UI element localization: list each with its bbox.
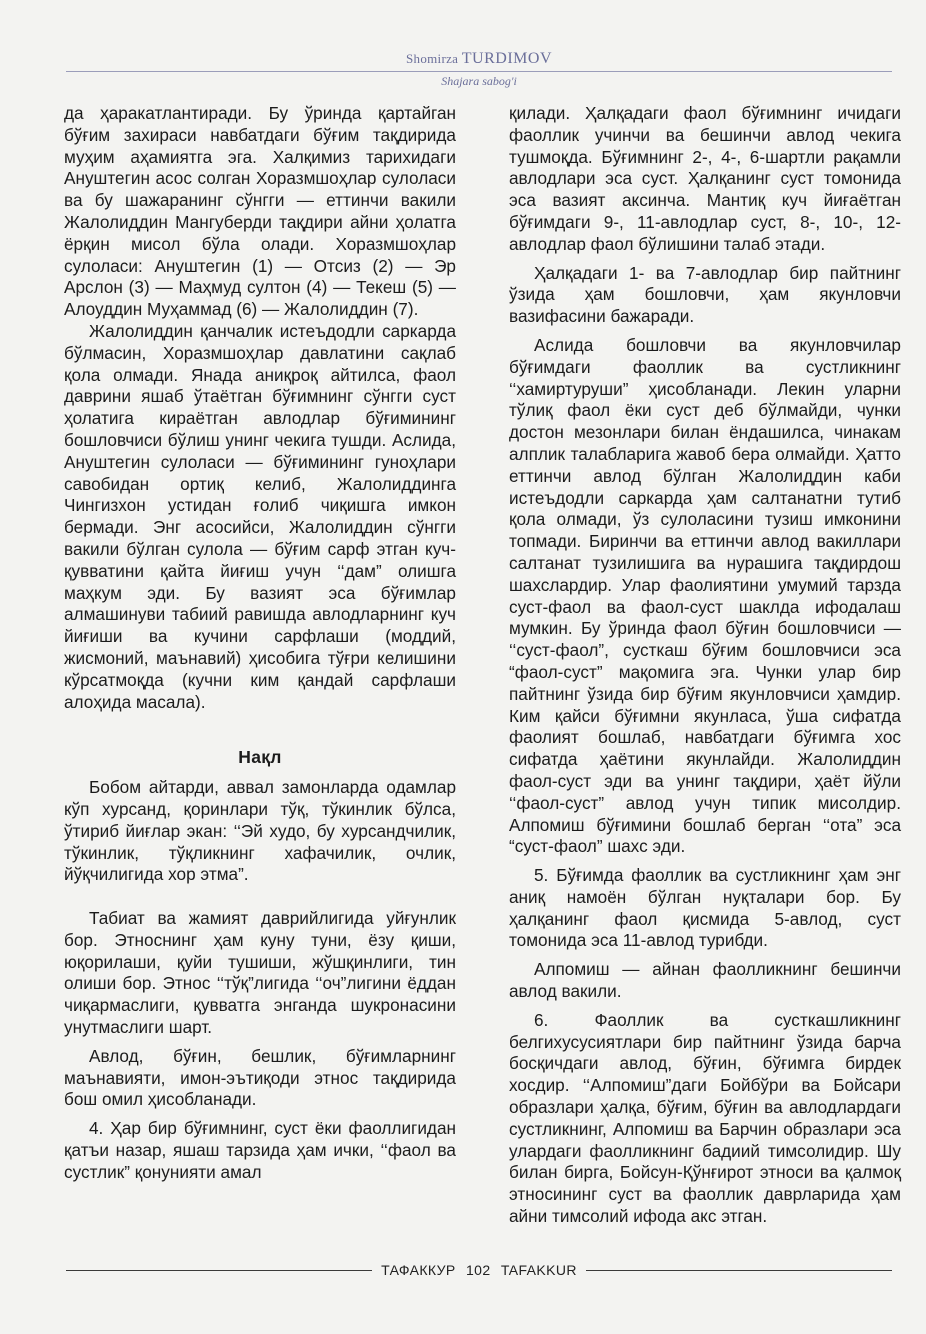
- header-rule: [66, 71, 892, 72]
- paragraph: Аслида бошловчи ва якунловчилар бўғимдаги фаоллик ва сустликнинг ‘‘хамиртуруши” ҳисобланади. Лекин уларни тўлиқ фаол ёки суст деб бўлмайди, чунки достон мезонлари билан ёндашилса, чинакам алплик талабларига жавоб бера олмайди. Ҳатто еттинчи авлод бўлган Жалолиддин каби истеъдодли саркарда ҳам салтанатни тутиб қола олмади, ўз сулоласини тузиш имконини топмади. Биринчи ва еттинчи авлод вакиллари салтанат тузилишига ва нурашига тақдирдош шахслардир. Улар фаолиятини умумий тарзда суст-фаол ва фаол-суст шаклда ифодалаш мумкин. Бу ўринда фаол бўғин бошловчиси — ‘‘суст-фаол”, сусткаш бўғим бошловчиси эса “фаол-суст” мақомига эга. Чунки улар бир пайтнинг ўзида бир бўғим якунловчиси ҳамдир. Ким қайси бўғимни якунласа, ўша сифатда фаолият бошлаб, навбатдаги бўғимга хос сифатда ҳаётини якунлайди. Жалолиддин фаол-суст эди ва унинг тақдири, ҳаёт йўли ‘‘фаол-суст” авлод учун типик мисолдир. Алпомиш бўғимини бошлаб берган ‘‘ота” эса “суст-фаол” шахс эди.: [509, 334, 901, 857]
- left-column: [64, 103, 456, 1184]
- author-first-name: Shomirza: [405, 51, 459, 66]
- page-footer: [66, 1262, 892, 1278]
- paragraph: Авлод, бўғин, бешлик, бўғимларнинг маънавияти, имон-эътиқоди этнос тақдирида бош омил ҳисобланади.: [64, 1045, 456, 1110]
- paragraph: қилади. Ҳалқадаги фаол бўғимнинг ичидаги фаоллик учинчи ва бешинчи авлод чекига тушмоқда. Бўғимнинг 2-, 4-, 6-шартли рақамли авлодлари эса суст. Ҳалқанинг суст томонида эса вазият аксинча. Мантиқ куч йиғаётган бўғимдаги 9-, 11-авлодлар суст, 8-, 10-, 12-авлодлар фаол бўлишини талаб этади.: [509, 103, 901, 254]
- paragraph: Алпомиш — айнан фаолликнинг бешинчи авлод вакили.: [509, 959, 901, 1002]
- paragraph: 5. Бўғимда фаоллик ва сустликнинг ҳам энг аниқ намоён бўлган нуқталари бор. Бу ҳалқанинг фаол қисмида 5-авлод, суст томонида эса 11-авлод турибди.: [509, 865, 901, 951]
- paragraph: Жалолиддин қанчалик истеъдодли саркарда бўлмасин, Хоразмшоҳлар давлатини сақлаб қола олмади. Янада аниқроқ айтилса, фаол даврини яшаб ўтаётган бўғимнинг сўнгги суст ҳолатига кираётган авлодлар бўғимининг бошловчиси бўлиш унинг чекига тушди. Аслида, Ануштегин сулоласи — бўғимининг гуноҳлари савобидан ортиқ келиб, Жалолиддинга Чингизхон устидан ғолиб чиқишга имкон бермади. Энг асосийси, Жалолиддин сўнгги вакили бўлган сулола — бўғим сарф этган куч-қувватини қайта йиғиш учун ‘‘дам” олишга маҳкум эди. Бу вазият эса бўғимлар алмашинуви табиий равишда авлодларнинг куч йиғиши ва кучини сарфлаши (моддий, жисмоний, маънавий) ҳисобига тўғри келишини кўрсатмоқда (кучни ким қандай сарфлаши алоҳида масала).: [64, 320, 456, 712]
- footer-rule-right: [586, 1270, 892, 1271]
- author-last-name: TURDIMOV: [461, 50, 552, 67]
- paragraph: 4. Ҳар бир бўғимнинг, суст ёки фаоллигидан қатъи назар, яшаш тарзида ҳам ички, ‘‘фаол ва сустлик” қонунияти амал: [64, 1118, 456, 1182]
- paragraph: да ҳаракатлантиради. Бу ўринда қартайган бўғим захираси навбатдаги бўғим тақдирида муҳим аҳамиятга эга. Халқимиз тарихидаги Ануштегин асос солган Хоразмшоҳлар сулоласи ва бу шажаранинг сўнгги — еттинчи вакили Жалолиддин Мангуберди тақдири айни ҳолатга ёрқин мисол бўла олади. Хоразмшоҳлар сулоласи: Ануштегин (1) — Отсиз (2) — Эр Арслон (3) — Маҳмуд султон (4) — Текеш (5) — Алоуддин Муҳаммад (6) — Жалолиддин (7).: [64, 103, 456, 320]
- header-author: [66, 50, 892, 68]
- paragraph: Ҳалқадаги 1- ва 7-авлодлар бир пайтнинг ўзида ҳам бошловчи, ҳам якунловчи вазифасини бажаради.: [509, 262, 901, 327]
- footer-rule-left: [66, 1270, 372, 1271]
- section-heading: Нақл: [238, 747, 282, 768]
- paragraph: 6. Фаоллик ва сусткашликнинг белгихусусиятлари бир пайтнинг ўзида барча босқичдаги авлод, бўғин, бўғимга бирдек хосдир. ‘‘Алпомиш”даги Бойбўри ва Бойсари образлари ҳалқа, бўғим, бўғин ва авлодлардаги сустликнинг, Алпомиш ва Барчин образлари эса улардаги фаолликнинг бадиий тимсолидир. Шу билан бирга, Бойсун-Қўнғирот этноси ва қалмоқ этносининг суст ва фаоллик даврларида ҳам айни тимсолий ифода акс этган.: [509, 1009, 901, 1227]
- right-column: [509, 103, 901, 1228]
- header-subtitle: Shajara sabog'i: [441, 74, 517, 88]
- quote-paragraph: Бобом айтарди, аввал замонларда одамлар кўп хурсанд, қоринлари тўқ, тўкинлик бўлса, ўтириб йиғлар экан: ‘‘Эй худо, бу хурсандчилик, тўкинлик, тўқликнинг хафачилик, очлик, йўқчилигида хор этма”.: [64, 777, 456, 885]
- footer-text: [372, 1262, 586, 1278]
- footer-label-left: ТАФАККУР: [381, 1262, 456, 1278]
- paragraph: Табиат ва жамият даврийлигида уйғунлик бор. Этноснинг ҳам куну туни, ёзу қиши, юқорилаши, қуйи тушиши, жўшқинлиги, тин олиши бор. Этнос ‘‘тўқ”лигида ‘‘оч”лигини ёддан чиқармаслиги, қувватга энганда шукронасини унутмаслиги шарт.: [64, 908, 456, 1038]
- page-number: 102: [465, 1262, 491, 1278]
- footer-label-right: TAFAKKUR: [500, 1262, 577, 1278]
- running-header: [66, 50, 892, 89]
